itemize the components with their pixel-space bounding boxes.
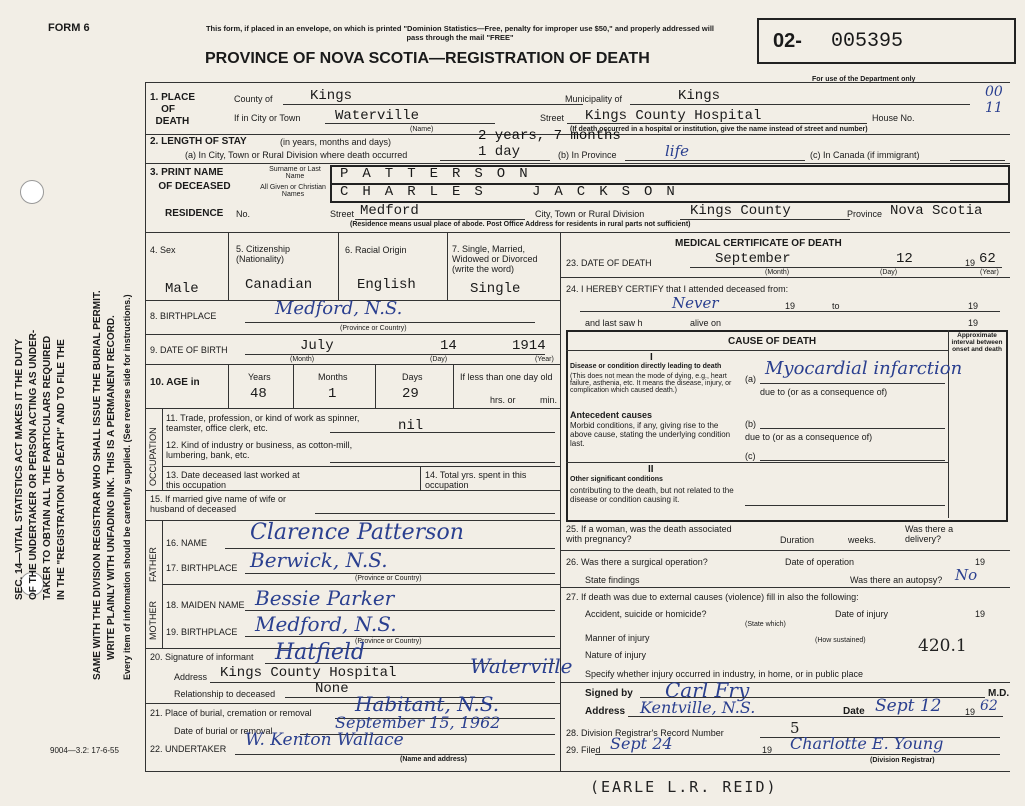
age-years-value: 48 xyxy=(250,386,267,402)
dob-month-sublabel: (Month) xyxy=(290,356,315,363)
residence-label: RESIDENCE xyxy=(165,208,224,219)
antecedent-note: Morbid conditions, if any, giving rise to the above cause, stating the underlying condition last. xyxy=(570,421,731,448)
age-lt-day-label: If less than one day old xyxy=(460,372,553,382)
injury-date-19: 19 xyxy=(975,609,986,619)
residence-note: (Residence means usual place of abode. Post Office Address for residents in rural parts not sufficient) xyxy=(350,221,691,228)
deceased-label: 3. PRINT NAME OF DECEASED xyxy=(150,167,231,192)
sidebar-line-7: Every item of information should be carefully supplied. (See reverse side for instructions.) xyxy=(122,294,132,680)
pregnancy-label: 25. If a woman, was the death associated with pregnancy? xyxy=(566,524,732,544)
burial-place-value: Habitant, N.S. xyxy=(355,692,500,716)
doctor-date-value: Sept 12 xyxy=(875,696,942,716)
state-which-label: (State which) xyxy=(745,621,786,628)
dod-year: 62 xyxy=(979,251,996,267)
disease-label: Disease or condition directly leading to death xyxy=(570,363,722,370)
citizenship-value: Canadian xyxy=(245,277,313,293)
form-number: FORM 6 xyxy=(48,22,90,34)
attended-19-b: 19 xyxy=(968,301,979,311)
dod-label: 23. DATE OF DEATH xyxy=(566,258,652,268)
dod-day: 12 xyxy=(896,251,913,267)
duration-label: Duration xyxy=(780,535,815,545)
weeks-label: weeks. xyxy=(848,535,877,545)
specify-label: Specify whether injury occurred in industry, in home, or in public place xyxy=(585,669,863,679)
occupation-12-label: 12. Kind of industry or business, as cotton-mill, lumbering, bank, etc. xyxy=(166,440,353,460)
due-to-a: due to (or as a consequence of) xyxy=(760,387,888,397)
stay-label: 2. LENGTH OF STAY xyxy=(150,136,247,147)
age-label: 10. AGE in xyxy=(150,377,200,388)
occupation-13-label: 13. Date deceased last worked at this occupation xyxy=(166,470,300,490)
undertaker-sublabel: (Name and address) xyxy=(400,756,467,763)
father-birthplace-label: 17. BIRTHPLACE xyxy=(166,563,238,573)
mother-birthplace-label: 19. BIRTHPLACE xyxy=(166,627,238,637)
mail-notice: This form, if placed in an envelope, on which is printed "Dominion Statistics—Free, penalty for improper use $50," and properly addressed will pass through the mail "FREE" xyxy=(205,24,715,42)
father-side-label: FATHER xyxy=(148,547,158,582)
cause-b-label: (b) xyxy=(745,419,756,429)
interval-title: Approximate interval between onset and death xyxy=(951,332,1003,353)
relationship-value: None xyxy=(315,681,349,697)
autopsy-label: Was there an autopsy? xyxy=(850,575,943,585)
occupation-side-label: OCCUPATION xyxy=(148,427,158,486)
house-label: House No. xyxy=(872,113,915,123)
sex-label: 4. Sex xyxy=(150,245,176,255)
occupation-11-value: nil xyxy=(398,418,424,434)
surname-boxes xyxy=(330,165,1010,185)
marital-label: 7. Single, Married, Widowed or Divorced (write the word) xyxy=(452,244,538,274)
op-date-19: 19 xyxy=(975,557,986,567)
given-label: All Given or Christian Names xyxy=(260,184,326,198)
cause-c-label: (c) xyxy=(745,451,756,461)
place-label: 1. PLACE OF DEATH xyxy=(150,92,196,127)
alive-on-label: alive on xyxy=(690,318,722,328)
county-label: County of xyxy=(234,94,273,104)
doctor-date-19: 19 xyxy=(965,707,976,717)
surname-label: Surname or Last Name xyxy=(269,166,321,180)
occupation-11-label: 11. Trade, profession, or kind of work as spinner, teamster, office clerk, etc. xyxy=(166,413,360,433)
city-label: If in City or Town xyxy=(234,113,301,123)
cause-a-value: Myocardial infarction xyxy=(765,358,963,379)
informant-address-value: Kings County Hospital xyxy=(220,665,397,681)
part-two-label: II xyxy=(648,464,654,475)
due-to-b: due to (or as a consequence of) xyxy=(745,432,873,442)
record-number-label: 28. Division Registrar's Record Number xyxy=(566,728,724,738)
doctor-date-label: Date xyxy=(843,706,865,717)
mother-side-label: MOTHER xyxy=(148,601,158,640)
municipality-value: Kings xyxy=(678,88,721,104)
informant-signature: Hatfield xyxy=(275,640,365,665)
race-value: English xyxy=(357,277,416,293)
residence-street-label: Street xyxy=(330,209,355,219)
mother-name-label: 18. MAIDEN NAME xyxy=(166,600,245,610)
accident-label: Accident, suicide or homicide? xyxy=(585,609,707,619)
burial-date-value: September 15, 1962 xyxy=(335,713,501,732)
attended-to-label: to xyxy=(832,301,840,311)
race-label: 6. Racial Origin xyxy=(345,245,407,255)
birthplace-value: Medford, N.S. xyxy=(275,298,403,319)
reg-prefix: 02- xyxy=(773,30,802,52)
municipality-label: Municipality of xyxy=(565,94,623,104)
punch-hole-top xyxy=(20,180,44,204)
residence-city-label: City, Town or Rural Division xyxy=(535,209,645,219)
age-hrs-label: hrs. or xyxy=(490,395,516,405)
birthplace-label: 8. BIRTHPLACE xyxy=(150,311,217,321)
bottom-note: (EARLE L.R. REID) xyxy=(590,778,778,796)
sidebar-line-1: SEC. 14—VITAL STATISTICS ACT MAKES IT THE DUTY xyxy=(14,338,25,600)
stay-b-label: (b) In Province xyxy=(558,150,617,160)
doctor-year-value: 62 xyxy=(980,698,998,714)
stay-hand-value: 2 years, 7 months xyxy=(478,128,621,144)
residence-province-value: Nova Scotia xyxy=(890,203,983,219)
filed-19: 19 xyxy=(762,745,773,755)
occupation-14-label: 14. Total yrs. spent in this occupation xyxy=(425,470,527,490)
dod-year-sublabel: (Year) xyxy=(980,269,999,276)
spouse-label: 15. If married give name of wife or husband of deceased xyxy=(150,494,287,514)
signed-label: Signed by xyxy=(585,688,633,699)
op-date-label: Date of operation xyxy=(785,557,855,567)
part-one-label: I xyxy=(650,352,653,363)
reg-number: 005395 xyxy=(831,30,904,53)
cause-a-label: (a) xyxy=(745,374,756,384)
burial-date-label: Date of burial or removal xyxy=(174,726,273,736)
antecedent-label: Antecedent causes xyxy=(570,410,653,420)
father-name-label: 16. NAME xyxy=(166,538,208,548)
city-name-sublabel: (Name) xyxy=(410,126,434,133)
how-sustained-label: (How sustained) xyxy=(815,637,866,644)
attended-value: Never xyxy=(672,294,719,312)
age-days-value: 29 xyxy=(402,386,419,402)
sidebar-line-6: WRITE PLAINLY WITH UNFADING INK. THIS IS A PERMANENT RECORD. xyxy=(106,315,117,660)
right-margin-marks: 00 11 xyxy=(985,84,1003,116)
residence-street-value: Medford xyxy=(360,203,419,219)
dob-day: 14 xyxy=(440,338,457,354)
sex-value: Male xyxy=(165,281,199,297)
icd-code: 420.1 xyxy=(918,636,967,656)
mother-birthplace-value: Medford, N.S. xyxy=(255,612,397,636)
undertaker-label: 22. UNDERTAKER xyxy=(150,744,227,754)
autopsy-value: No xyxy=(955,566,978,584)
other-note: contributing to the death, but not related to the disease or condition causing it. xyxy=(570,486,734,504)
residence-province-label: Province xyxy=(847,209,883,219)
sidebar-line-3: TAKER TO OBTAIN ALL THE PARTICULARS REQUIRED xyxy=(42,335,53,600)
street-value: Kings County Hospital xyxy=(585,108,762,124)
medical-title: MEDICAL CERTIFICATE OF DEATH xyxy=(675,238,842,249)
injury-date-label: Date of injury xyxy=(835,609,889,619)
cause-title: CAUSE OF DEATH xyxy=(728,336,817,347)
doctor-address-label: Address xyxy=(585,706,626,717)
age-min-label: min. xyxy=(540,395,558,405)
age-days-label: Days xyxy=(402,372,423,382)
page-title: PROVINCE OF NOVA SCOTIA—REGISTRATION OF DEATH xyxy=(205,50,650,67)
md-label: M.D. xyxy=(988,688,1010,699)
last-seen-label: and last saw h xyxy=(585,318,643,328)
given-boxes xyxy=(330,183,1010,203)
dob-year-sublabel: (Year) xyxy=(535,356,554,363)
county-value: Kings xyxy=(310,88,353,104)
registrar-value: Charlotte E. Young xyxy=(790,734,944,753)
street-label: Street xyxy=(540,113,565,123)
informant-label: 20. Signature of informant xyxy=(150,652,254,662)
stay-sublabel: (in years, months and days) xyxy=(280,137,392,147)
surname-value: PATTERSON xyxy=(340,166,542,182)
attended-19-a: 19 xyxy=(785,301,796,311)
filed-value: Sept 24 xyxy=(610,734,673,753)
dod-year-prefix: 19 xyxy=(965,258,976,268)
age-months-label: Months xyxy=(318,372,348,382)
manner-label: Manner of injury xyxy=(585,633,650,643)
father-birthplace-value: Berwick, N.S. xyxy=(250,548,388,572)
external-label: 27. If death was due to external causes (violence) fill in also the following: xyxy=(566,592,859,602)
dod-month: September xyxy=(715,251,791,267)
informant-address-label: Address xyxy=(174,672,208,682)
record-number-value: 5 xyxy=(790,719,800,737)
sidebar-line-5: SAME WITH THE DIVISION REGISTRAR WHO SHALL ISSUE THE BURIAL PERMIT. xyxy=(92,290,103,680)
mother-name-value: Bessie Parker xyxy=(255,586,395,610)
age-months-value: 1 xyxy=(328,386,337,402)
registration-number-box xyxy=(757,18,1016,64)
dod-day-sublabel: (Day) xyxy=(880,269,898,276)
dod-month-sublabel: (Month) xyxy=(765,269,790,276)
doctor-address-value: Kentville, N.S. xyxy=(640,698,756,717)
birthplace-sublabel: (Province or Country) xyxy=(340,325,407,332)
sidebar-line-4: IN THE "REGISTRATION OF DEATH" AND TO FILE THE xyxy=(56,339,67,600)
given-middle-value: JACKSON xyxy=(532,184,689,200)
dept-use-label: For use of the Department only xyxy=(812,76,916,83)
hospital-note: (If death occurred in a hospital or institution, give the name instead of street and number) xyxy=(570,126,868,133)
father-name-value: Clarence Patterson xyxy=(250,520,464,545)
signed-value: Carl Fry xyxy=(665,678,750,702)
residence-no-label: No. xyxy=(236,209,251,219)
dob-label: 9. DATE OF BIRTH xyxy=(150,345,228,355)
filed-label: 29. Filed xyxy=(566,745,601,755)
dob-day-sublabel: (Day) xyxy=(430,356,448,363)
residence-city-value: Kings County xyxy=(690,203,791,219)
form-code: 9004—3.2: 17-6-55 xyxy=(50,746,119,755)
city-value: Waterville xyxy=(335,108,420,124)
delivery-label: Was there a delivery? xyxy=(905,524,954,544)
citizenship-label: 5. Citizenship (Nationality) xyxy=(236,244,291,264)
registrar-sublabel: (Division Registrar) xyxy=(870,757,935,764)
burial-place-label: 21. Place of burial, cremation or removal xyxy=(150,708,312,718)
disease-note: (This does not mean the mode of dying, e.g., heart failure, asthenia, etc. It means the disease, injury, or complication which caused death.) xyxy=(570,373,732,394)
findings-label: State findings xyxy=(585,575,640,585)
stay-c-label: (c) In Canada (if immigrant) xyxy=(810,150,920,160)
dob-year: 1914 xyxy=(512,338,546,354)
relationship-label: Relationship to deceased xyxy=(174,689,276,699)
given-first-value: CHARLES xyxy=(340,184,497,200)
informant-address-hand: Waterville xyxy=(470,654,573,678)
stay-a-value: 1 day xyxy=(478,144,521,160)
marital-value: Single xyxy=(470,281,521,297)
sidebar-line-2: OF THE UNDERTAKER OR PERSON ACTING AS UNDER- xyxy=(28,329,39,600)
last-seen-19: 19 xyxy=(968,318,979,328)
surgery-label: 26. Was there a surgical operation? xyxy=(566,557,708,567)
stay-b-value: life xyxy=(665,142,690,160)
undertaker-value: W. Kenton Wallace xyxy=(245,730,404,750)
mother-birthplace-sublabel: (Province or Country) xyxy=(355,638,422,645)
dob-month: July xyxy=(300,338,334,354)
attended-label: 24. I HEREBY CERTIFY that I attended deceased from: xyxy=(566,284,789,294)
nature-label: Nature of injury xyxy=(585,650,647,660)
father-birthplace-sublabel: (Province or Country) xyxy=(355,575,422,582)
stay-a-label: (a) In City, Town or Rural Division where death occurred xyxy=(185,150,408,160)
age-years-label: Years xyxy=(248,372,271,382)
other-label: Other significant conditions xyxy=(570,476,663,483)
